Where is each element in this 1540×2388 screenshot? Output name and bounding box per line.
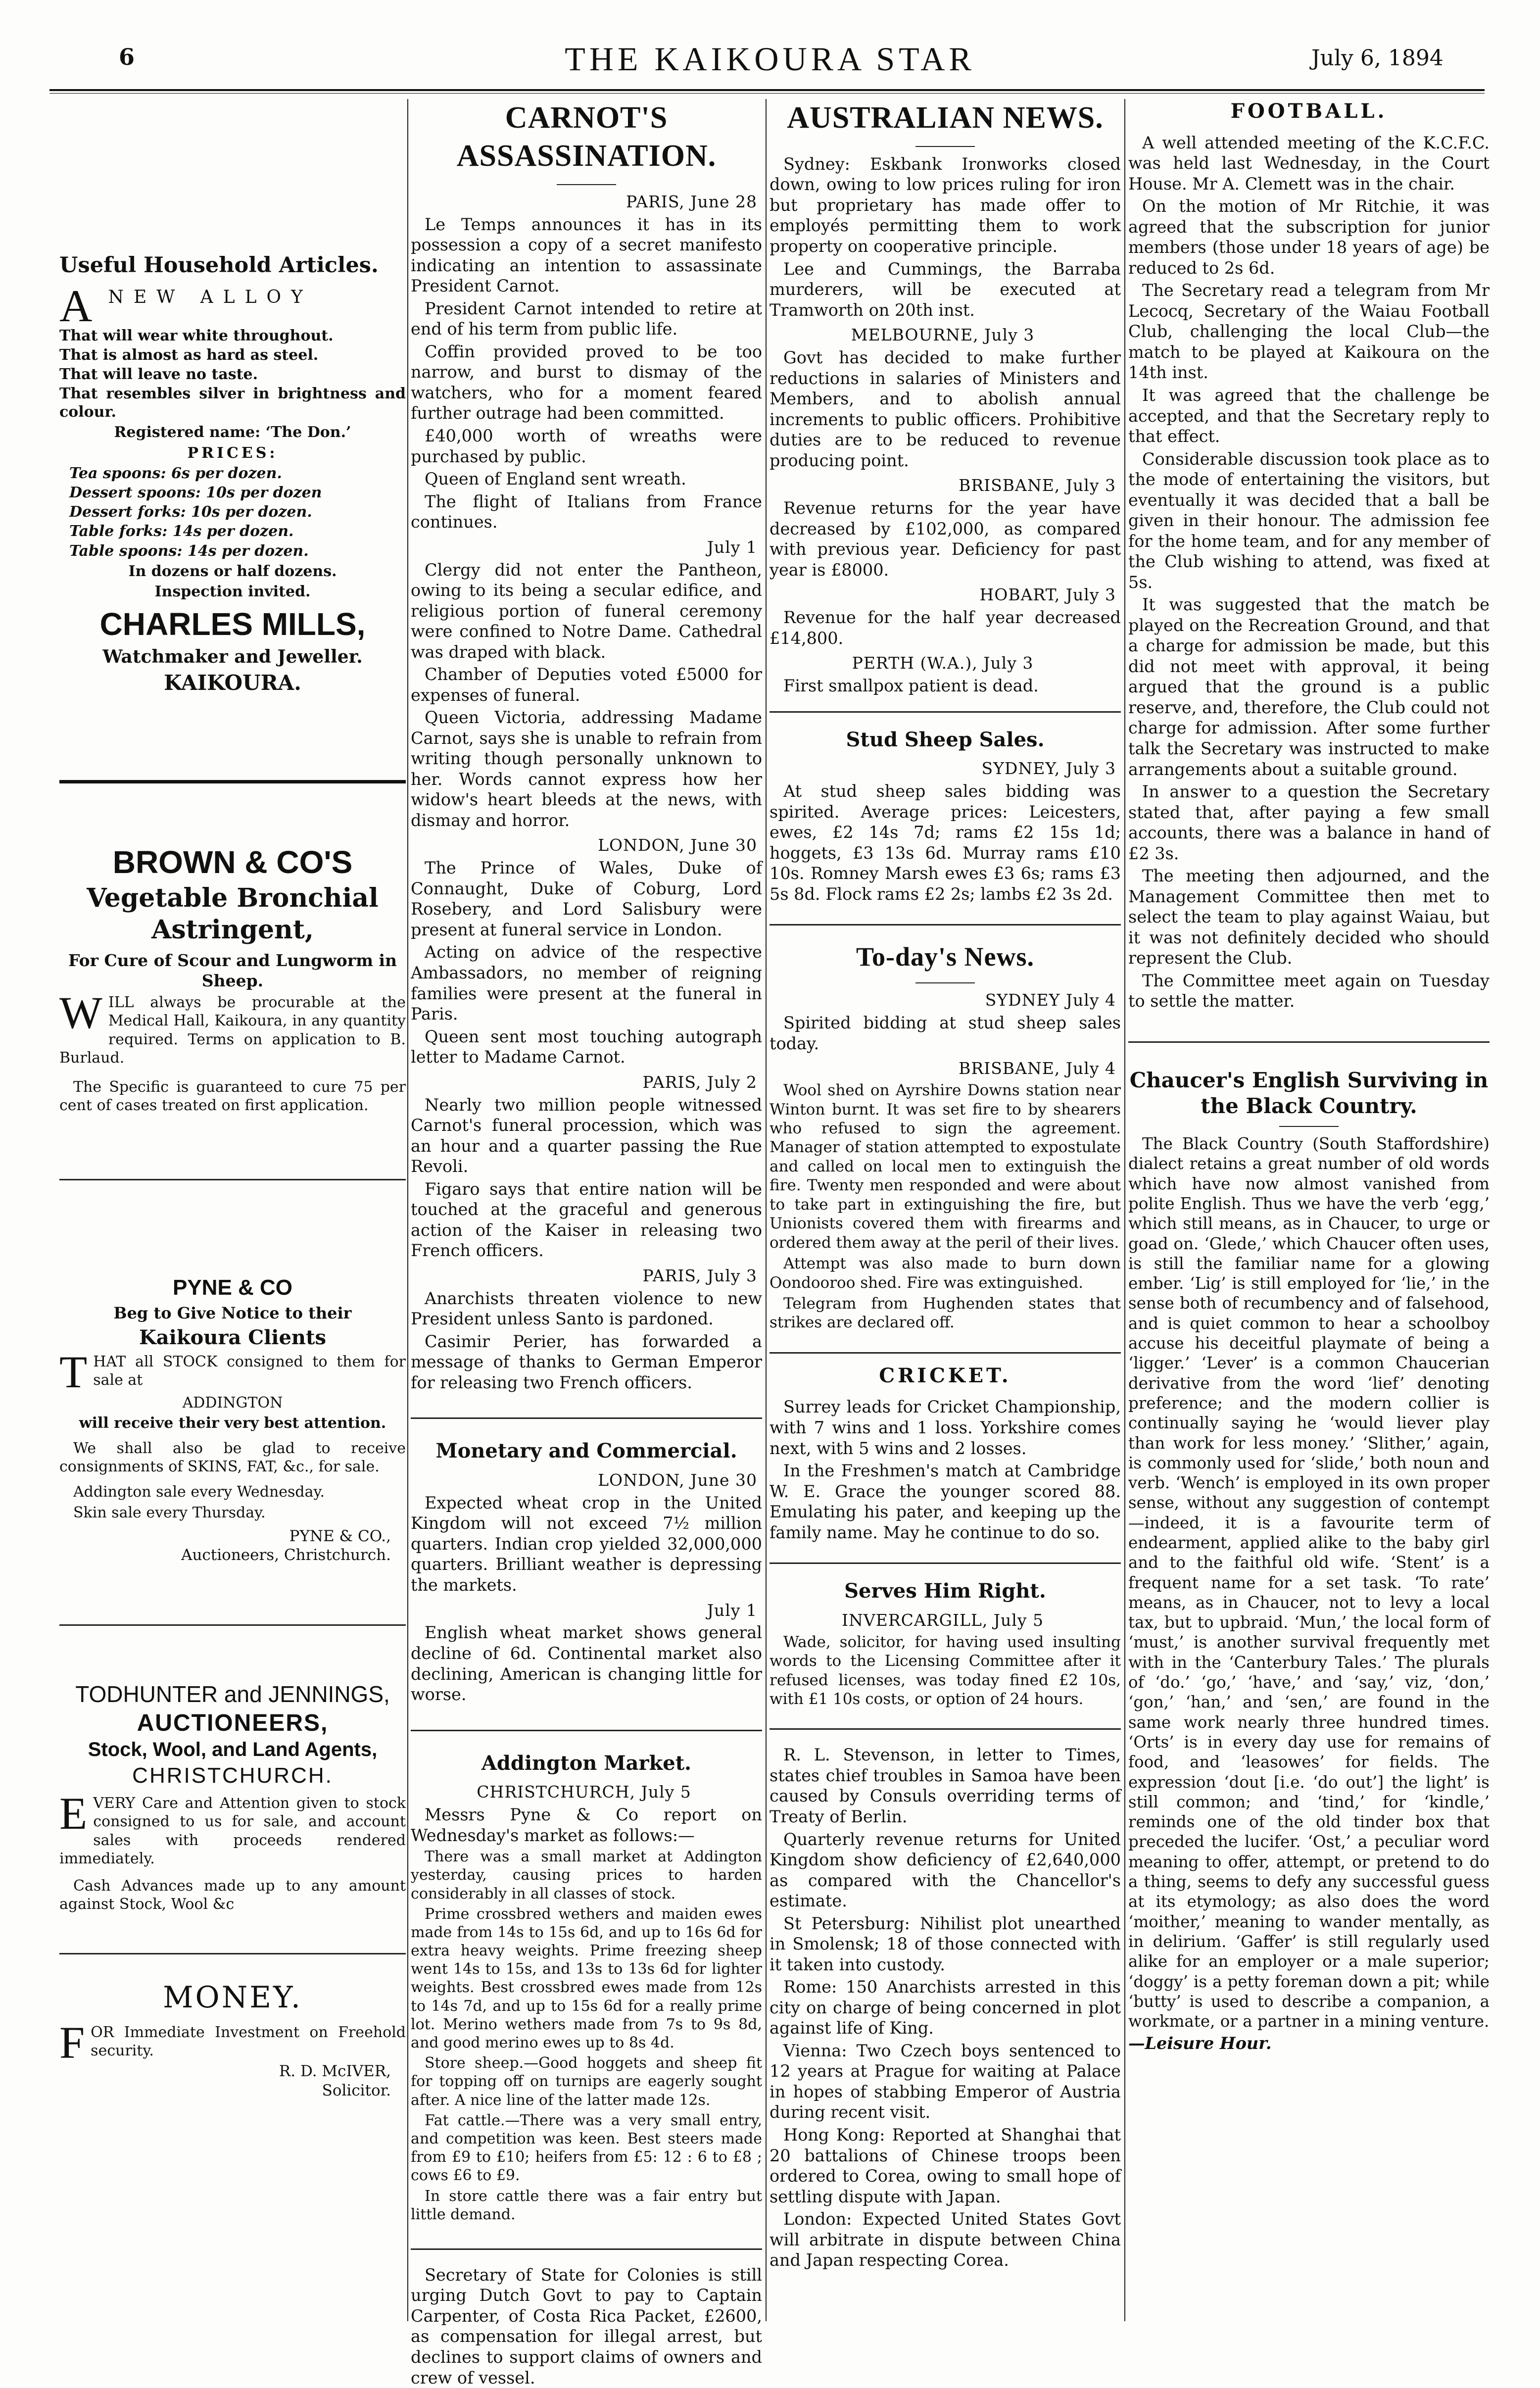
ad-body — [59, 1788, 406, 1868]
ad-signature: Solicitor. — [322, 2081, 391, 2099]
section-rule — [411, 1730, 762, 1731]
ad-line: Skin sale every Thursday. — [73, 1504, 266, 1521]
section-rule — [770, 1562, 1121, 1564]
paragraph: Chamber of Deputies voted £5000 for expenses of funeral. — [411, 665, 762, 705]
ad-title: Useful Household Articles. — [59, 253, 379, 278]
heading-rule — [557, 184, 616, 185]
paragraph: Wade, solicitor, for having used insulting words to the Licensing Committee after it refused licenses, was today fined £2 10s, with £1 10s costs, or option of 24 hours. — [770, 1633, 1121, 1708]
ad-subtitle: Vegetable Bronchial Astringent, — [87, 882, 379, 945]
ad-signature: Auctioneers, Christchurch. — [181, 1546, 391, 1564]
dateline: LONDON, June 30 — [598, 1470, 757, 1490]
paragraph: Hong Kong: Reported at Shanghai that 20 battalions of Chinese troops been ordered to Corea, owing to small hope of settling dispute with Japan. — [770, 2125, 1121, 2206]
dateline: BRISBANE, July 3 — [959, 476, 1116, 495]
column-advertisements — [59, 99, 406, 2311]
heading-rule — [915, 982, 975, 983]
ad-intro — [59, 281, 406, 332]
paragraph: Attempt was also made to burn down Oondooroo shed. Fire was extinguished. — [770, 1255, 1121, 1292]
paragraph: First smallpox patient is dead. — [783, 676, 1039, 696]
advertiser-name: CHARLES MILLS, — [99, 606, 366, 642]
ad-place: ADDINGTON — [182, 1394, 283, 1412]
article-chaucer — [1128, 1068, 1490, 2054]
price-line: Table forks: 14s per dozen. — [69, 523, 294, 540]
drop-cap: A — [59, 281, 102, 332]
column-divider — [1124, 99, 1125, 2321]
section-rule — [59, 1179, 406, 1180]
paragraph: Clergy did not enter the Pantheon, owing to its being a secular edifice, and religious portion of funeral ceremony were confined to Notre Dame. Cathedral was draped with black. — [411, 560, 762, 662]
heading-rule — [1279, 1126, 1339, 1127]
paragraph: Lee and Cummings, the Barraba murderers, will be executed at Tramworth on 20th inst. — [770, 259, 1121, 320]
ad-purpose: For Cure of Scour and Lungworm in Sheep. — [68, 951, 397, 991]
paragraph: President Carnot intended to retire at end of his term from public life. — [411, 298, 762, 339]
ad-body — [59, 2017, 406, 2068]
paragraph: Vienna: Two Czech boys sentenced to 12 years at Prague for waiting at Palace in hopes of stabbing Emperor of Austria during recent visit. — [770, 2041, 1121, 2122]
paragraph: The Prince of Wales, Duke of Connaught, Duke of Coburg, Lord Rosebery, and Lord Salisbury were present at funeral service in London. — [411, 858, 762, 939]
article-heading: Chaucer's English Surviving in the Black Country. — [1129, 1068, 1489, 1118]
paragraph: St Petersburg: Nihilist plot unearthed in Smolensk; 18 of those connected with it taken into custody. — [770, 1913, 1121, 1974]
ad-signature: R. D. McIVER, — [279, 2062, 391, 2081]
paragraph: The Black Country (South Staffordshire) dialect retains a great number of old words which have now almost vanished from polite English. Thus we have the verb ‘egg,’ which still means, as in Chaucer, to urge or goad on. ‘Glede,’ which Chaucer often uses, is still the familiar name for a glowing ember. ‘Lig’ is still employed for ‘lie,’ in the sense both of recumbency and of falsehood, and is quiet common to hear a schoolboy accuse his deceitful playmate of being a ‘ligger.’ ‘Lever’ is a common Chaucerian derivative from the word ‘lief’ denoting preference; and the modern collier is continually saying he ‘would liever play than work for less money.’ ‘Slither,’ again, is commonly used for ‘slide,’ both noun and verb. ‘Wench’ is employed in its own proper sense, without any suggestion of contempt—indeed, it is a favourite term of endearment, applied alike to the baby girl and to the faithful old wife. ‘Stent’ is a frequent name for a set task. ‘To rate’ means, as in Chaucer, not to levy a local tax, but to upbraid. ‘Mun,’ the local form of ‘must,’ is another survival frequently met with in the ‘Canterbury Tales.’ The plurals of ‘do.’ ‘go,’ ‘have,’ and ‘say,’ viz, ‘don,’ ‘gon,’ ‘han,’ and ‘sen,’ are found in the same work nearly three hundred times. ‘Orts’ is in every day use for remains of food, and ‘leasowes’ for fields. The expression ‘dout [i.e. ‘do out’] the light’ is still common; and ‘tind,’ for ‘kindle,’ reminds one of the old tinder box that preceded the lucifer. ‘Ost,’ a peculiar word meaning to offer, attempt, or pretend to do a thing, seems to defy any successful guess at its etymology; as also does the word ‘moither,’ meaning to wander mentally, as in delirium. ‘Gaffer’ is still regularly used alike for an employer or a male superior; ‘doggy’ is a petty foreman down a pit; while ‘butty’ is used to describe a companion, a workmate, or a partner in a mining venture. — [1128, 1134, 1490, 2031]
ad-intro-text: NEW ALLOY — [108, 287, 313, 308]
ad-line: Kaikoura Clients — [139, 1325, 327, 1349]
ad-line: That will leave no taste. — [59, 365, 258, 383]
ad-guarantee: The Specific is guaranteed to cure 75 per cent of cases treated on first application. — [59, 1078, 406, 1115]
ad-line: We shall also be glad to receive consignments of SKINS, FAT, &c., for sale. — [59, 1439, 406, 1476]
article-heading: Stud Sheep Sales. — [846, 728, 1045, 751]
section-rule — [59, 1624, 406, 1626]
ad-line: That is almost as hard as steel. — [59, 346, 319, 364]
money-ad — [59, 1979, 406, 2100]
column-carnot — [411, 99, 762, 2388]
paragraph: Sydney: Eskbank Ironworks closed down, owing to low prices ruling for iron but proprietary has made offer to employés permitting them to work property on cooperative principle. — [770, 154, 1121, 256]
paragraph: Queen sent most touching autograph letter to Madame Carnot. — [411, 1026, 762, 1067]
ad-title: BROWN & CO'S — [112, 844, 353, 880]
article-heading: CRICKET. — [879, 1364, 1011, 1387]
paragraph: In store cattle there was a fair entry but little demand. — [411, 2187, 762, 2223]
paragraph: Nearly two million people witnessed Carnot's funeral procession, which was an hour and a quarter passing the Rue Revoli. — [411, 1095, 762, 1176]
drop-cap: E — [59, 1788, 88, 1839]
section-rule — [770, 924, 1121, 926]
paragraph: The meeting then adjourned, and the Management Committee then met to select the team to play against Waiau, but it was not definitely decided who should represent the Club. — [1128, 866, 1490, 968]
paragraph: Secretary of State for Colonies is still urging Dutch Govt to pay to Captain Carpenter, of Costa Rica Packet, £2600, as compensation for illegal arrest, but declines to support claims of owners and crew of vessel. — [411, 2265, 762, 2388]
price-line: Tea spoons: 6s per dozen. — [69, 464, 282, 482]
paragraph: Rome: 150 Anarchists arrested in this city on charge of being concerned in plot against life of King. — [770, 1977, 1121, 2038]
paragraph: Fat cattle.—There was a very small entry, and competition was keen. Best steers made from £9 to £10; heifers from £5: 12 : 6 to £8 ; cows £6 to £9. — [411, 2111, 762, 2185]
column-football — [1128, 99, 1490, 2321]
paragraph: It was agreed that the challenge be accepted, and that the Secretary reply to that effect. — [1128, 385, 1490, 446]
article-addington — [411, 1751, 762, 2224]
dateline: PARIS, June 28 — [626, 192, 757, 211]
paragraph: In the Freshmen's match at Cambridge W. E. Grace the younger scored 88. Emulating his pater, and keeping up the family name. May he continue to do so. — [770, 1461, 1121, 1542]
paragraph: London: Expected United States Govt will arbitrate in dispute between China and Japan respecting Corea. — [770, 2209, 1121, 2270]
section-rule — [770, 1352, 1121, 1354]
drop-cap: W — [59, 987, 102, 1038]
newspaper-title: THE KAIKOURA STAR — [565, 40, 975, 78]
column-australian-news — [770, 99, 1121, 2321]
section-rule — [411, 2248, 762, 2250]
paragraph: The Secretary read a telegram from Mr Lecocq, Secretary of the Waiau Football Club, challenging the local Club—the match to be played at Kaikoura on the 14th inst. — [1128, 281, 1490, 383]
paragraph: Le Temps announces it has in its possession a copy of a secret manifesto indicating an intention to assassinate President Carnot. — [411, 214, 762, 296]
paragraph: At stud sheep sales bidding was spirited. Average prices: Leicesters, ewes, £2 14s 7d; rams £2 15s 1d; hoggets, £3 13s 6d. Murray rams £10 10s. Romney Marsh ewes £3 6s; rams £3 5s 8d. Flock rams £2 2s; lambs £2 3s 2d. — [770, 781, 1121, 904]
ad-inspection: Inspection invited. — [154, 583, 311, 600]
paragraph: Queen Victoria, addressing Madame Carnot, says she is unable to refrain from writing though personally unknown to her. Words cannot express how her widow's heart bleeds at the news, with dismay and horror. — [411, 708, 762, 830]
dateline: SYDNEY July 4 — [985, 990, 1116, 1010]
article-stud-sheep — [770, 728, 1121, 905]
ad-body-text: VERY Care and Attention given to stock consigned to us for sale, and account sales with proceeds rendered immediately. — [59, 1795, 406, 1867]
ad-line: CHRISTCHURCH. — [132, 1763, 333, 1788]
article-football — [1128, 99, 1490, 1012]
ad-signature: PYNE & CO., — [289, 1527, 391, 1545]
section-rule — [411, 1417, 762, 1419]
ad-line: Cash Advances made up to any amount against Stock, Wool &c — [59, 1877, 406, 1913]
ad-body-text: ILL always be procurable at the Medical Hall, Kaikoura, in any quantity required. Terms on application to B. Burlaud. — [59, 994, 406, 1067]
article-monetary — [411, 1439, 762, 1705]
paragraph: English wheat market shows general decline of 6d. Continental market also declining, American is changing little for worse. — [411, 1623, 762, 1705]
paragraph: Revenue for the half year decreased £14,800. — [770, 608, 1121, 648]
masthead — [0, 0, 1540, 78]
ad-title: TODHUNTER and JENNINGS, — [75, 1681, 390, 1707]
prices-heading: PRICES: — [187, 444, 278, 462]
paragraph: Revenue returns for the year have decreased by £102,000, as compared with previous year. Deficiency for past year is £8000. — [770, 498, 1121, 580]
brown-co-ad — [59, 843, 406, 1115]
price-line: Table spoons: 14s per dozen. — [69, 542, 309, 560]
paragraph: Coffin provided proved to be too narrow, and burst to dismay of the watchers, who for a moment feared further outrage had been committed. — [411, 341, 762, 423]
dateline: PERTH (W.A.), July 3 — [852, 653, 1034, 673]
drop-cap: F — [59, 2017, 85, 2068]
section-rule — [59, 1953, 406, 1954]
paragraph: The Committee meet again on Tuesday to settle the matter. — [1128, 971, 1490, 1011]
article-heading: Serves Him Right. — [844, 1579, 1046, 1603]
todhunter-ad — [59, 1680, 406, 1914]
dateline: MELBOURNE, July 3 — [851, 325, 1035, 345]
ad-line: Beg to Give Notice to their — [113, 1303, 352, 1322]
article-heading: CARNOT'S ASSASSINATION. — [456, 101, 717, 173]
ad-body — [59, 1347, 406, 1398]
paragraph: There was a small market at Addington yesterday, causing prices to harden considerably in all classes of stock. — [411, 1848, 762, 1902]
paragraph: Queen of England sent wreath. — [425, 469, 686, 489]
section-rule — [59, 780, 406, 783]
article-australian — [770, 99, 1121, 696]
dateline: LONDON, June 30 — [598, 835, 757, 855]
ad-line: Addington sale every Wednesday. — [73, 1483, 325, 1501]
dateline: SYDNEY, July 3 — [981, 759, 1116, 779]
dateline: July 1 — [707, 537, 757, 557]
ad-line: Stock, Wool, and Land Agents, — [88, 1739, 378, 1761]
section-rule — [770, 1728, 1121, 1730]
paragraph: The flight of Italians from France continues. — [411, 491, 762, 532]
article-cricket — [770, 1364, 1121, 1543]
article-heading: Monetary and Commercial. — [435, 1439, 737, 1463]
paragraph: Quarterly revenue returns for United Kingdom show deficiency of £2,640,000 as compared with the Chancellor's estimate. — [770, 1829, 1121, 1911]
dateline: PARIS, July 2 — [642, 1072, 757, 1092]
article-heading: Addington Market. — [481, 1751, 692, 1775]
paragraph: Govt has decided to make further reductions in salaries of Ministers and Members, and to abolish annual increments to public officers. Prohibitive duties are to be reduced to revenue producing point. — [770, 348, 1121, 470]
section-rule — [770, 711, 1121, 713]
column-divider — [766, 99, 767, 2321]
masthead-rule-thin — [49, 93, 1485, 94]
price-line: Dessert spoons: 10s per dozen — [69, 484, 322, 501]
paragraph: Messrs Pyne & Co report on Wednesday's market as follows:— — [411, 1805, 762, 1845]
ad-registered: Registered name: ‘The Don.’ — [114, 424, 351, 441]
paragraph: Telegram from Hughenden states that strikes are declared off. — [770, 1294, 1121, 1332]
article-source: —Leisure Hour. — [1128, 2034, 1272, 2053]
paragraph: It was suggested that the match be played on the Recreation Ground, and that a charge for admission be made, but this did not meet with approval, it being argued that the ground is a public reserve, and, therefore, the Club could not charge for admission. After some further talk the Secretary was instructed to make arrangements about a suitable ground. — [1128, 595, 1490, 779]
dateline: BRISBANE, July 4 — [959, 1059, 1116, 1078]
section-rule — [1128, 1041, 1490, 1043]
ad-title: PYNE & CO — [172, 1275, 293, 1300]
paragraph: Anarchists threaten violence to new President unless Santo is pardoned. — [411, 1288, 762, 1329]
masthead-rule — [49, 89, 1485, 91]
ad-body-text: OR Immediate Investment on Freehold security. — [91, 2023, 406, 2059]
paragraph: Figaro says that entire nation will be touched at the graceful and generous action of the Kaiser in releasing two French officers. — [411, 1179, 762, 1261]
article-heading: To-day's News. — [856, 942, 1035, 972]
ad-title: MONEY. — [163, 1980, 302, 2015]
ad-body — [59, 987, 406, 1067]
paragraph: Prime crossbred wethers and maiden ewes made from 14s to 15s 6d, and up to 16s 6d for extra heavy weights. Prime freezing sheep went 14s to 15s, and 13s to 13s 6d for lighter weights. Best crossbred ewes made from 12s to 14s 7d, and up to 15s 6d for a really prime lot. Merino wethers made from 7s to 9s 8d, and good merino ewes up to 8s 4d. — [411, 1905, 762, 2051]
drop-cap: T — [59, 1347, 88, 1398]
dateline: INVERCARGILL, July 5 — [842, 1610, 1044, 1630]
paragraph: Spirited bidding at stud sheep sales today. — [770, 1013, 1121, 1053]
column-divider — [407, 99, 408, 2321]
pyne-co-ad — [59, 1274, 406, 1564]
advertiser-town: KAIKOURA. — [164, 671, 301, 695]
article-cable-news — [770, 1745, 1121, 2270]
page-number: 6 — [119, 44, 135, 70]
ad-line: will receive their very best attention. — [79, 1414, 386, 1432]
paragraph: Acting on advice of the respective Ambassadors, no member of reigning families were present at the funeral in Paris. — [411, 942, 762, 1024]
paragraph: R. L. Stevenson, in letter to Times, states chief troubles in Samoa have been caused by Consuls overriding terms of Treaty of Berlin. — [770, 1745, 1121, 1827]
ad-dozens: In dozens or half dozens. — [128, 562, 337, 580]
issue-date: July 6, 1894 — [1311, 46, 1444, 71]
article-serves-him-right — [770, 1579, 1121, 1708]
ad-body-text: HAT all STOCK consigned to them for sale at — [93, 1353, 406, 1389]
ad-line: That will wear white throughout. — [59, 327, 334, 344]
ad-line: AUCTIONEERS, — [137, 1709, 329, 1736]
household-ad — [59, 252, 406, 696]
paragraph: Wool shed on Ayrshire Downs station near Winton burnt. It was set fire to by shearers who refused to sign the agreement. Manager of station attempted to expostulate and called on local men to extinguish the fire. Twenty men responded and were about to take part in extinguishing the fire, but Unionists covered them with firearms and ordered them away at the peril of their lives. — [770, 1081, 1121, 1252]
paragraph: Considerable discussion took place as to the mode of entertaining the visitors, but eventually it was decided that a ball be given in their honour. The admission fee for the home team, and for any member of the Club wishing to attend, was fixed at 5s. — [1128, 449, 1490, 592]
paragraph: On the motion of Mr Ritchie, it was agreed that the subscription for junior members (those under 18 years of age) be reduced to 2s 6d. — [1128, 196, 1490, 278]
article-carnot — [411, 99, 762, 1393]
article-heading: FOOTBALL. — [1230, 99, 1388, 123]
dateline: CHRISTCHURCH, July 5 — [477, 1782, 691, 1802]
dateline: July 1 — [707, 1600, 757, 1620]
paragraph: Surrey leads for Cricket Championship, with 7 wins and 1 loss. Yorkshire comes next, with 5 wins and 2 losses. — [770, 1397, 1121, 1458]
price-line: Dessert forks: 10s per dozen. — [69, 503, 312, 521]
paragraph: Casimir Perier, has forwarded a message of thanks to German Emperor for releasing two French officers. — [411, 1331, 762, 1392]
article-heading: AUSTRALIAN NEWS. — [787, 101, 1104, 135]
paragraph: In answer to a question the Secretary stated that, after paying a few small accounts, there was a balance in hand of £2 3s. — [1128, 782, 1490, 863]
advertiser-trade: Watchmaker and Jeweller. — [102, 646, 363, 668]
paragraph: Expected wheat crop in the United Kingdom will not exceed 7½ million quarters. Indian crop yielded 32,000,000 quarters. Brilliant weather is depressing the markets. — [411, 1493, 762, 1595]
heading-rule — [915, 146, 975, 147]
ad-line: That resembles silver in brightness and colour. — [59, 385, 406, 421]
paragraph: £40,000 worth of wreaths were purchased by public. — [411, 426, 762, 466]
paragraph: A well attended meeting of the K.C.F.C. was held last Wednesday, in the Court House. Mr A. Clemett was in the chair. — [1128, 133, 1490, 194]
dateline: PARIS, July 3 — [642, 1266, 757, 1285]
paragraph: Store sheep.—Good hoggets and sheep fit for topping off on turnips are eagerly sought after. A nice line of the latter made 12s. — [411, 2054, 762, 2109]
article-todays-news — [770, 940, 1121, 1332]
dateline: HOBART, July 3 — [979, 585, 1116, 605]
